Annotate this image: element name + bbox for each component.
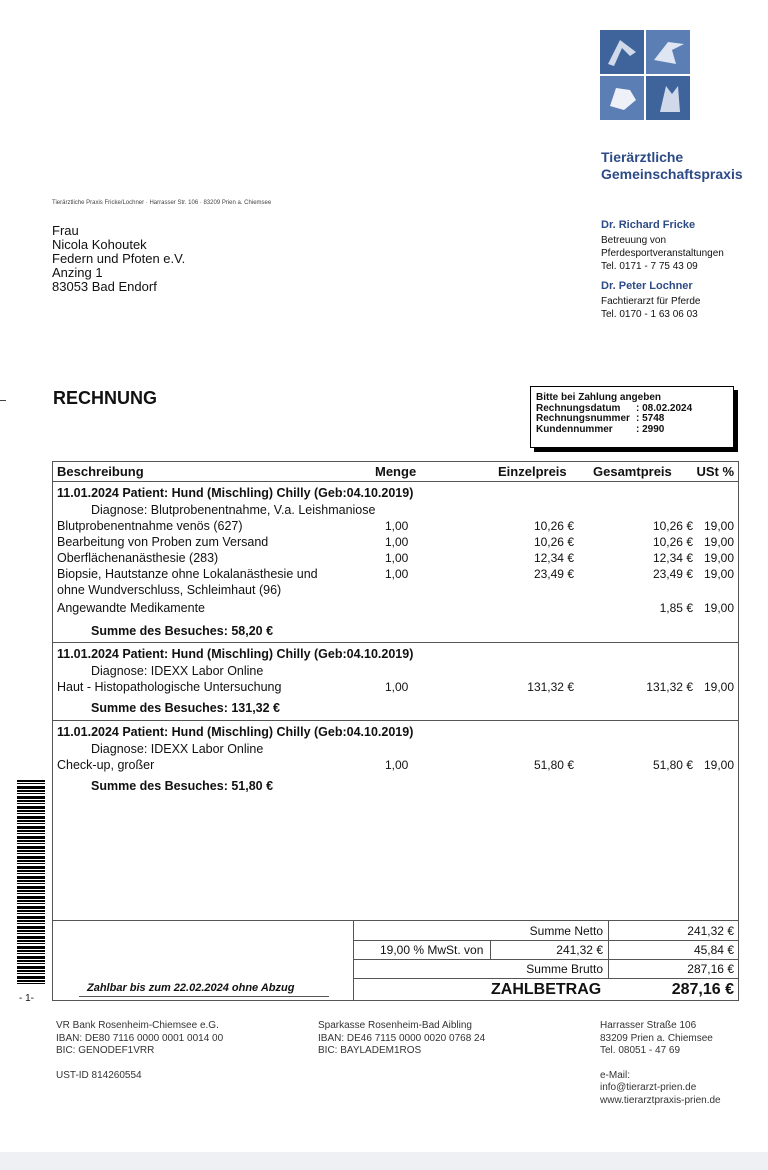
vat-base-value: 241,32 €	[556, 943, 603, 957]
footer-phone: Tel. 08051 - 47 69	[600, 1045, 681, 1056]
bank-iban: IBAN: DE80 7116 0000 0001 0014 00	[56, 1032, 224, 1044]
col-header-total-price: Gesamtpreis	[593, 464, 672, 479]
item-quantity: 1,00	[385, 758, 409, 772]
bank-name: VR Bank Rosenheim-Chiemsee e.G.	[56, 1020, 219, 1031]
item-unit-price: 12,34 €	[533, 551, 574, 565]
practice-name-line1: Tierärztliche	[601, 149, 684, 165]
practice-name-line2: Gemeinschaftspraxis	[601, 166, 743, 182]
gross-total-label: Summe Brutto	[526, 962, 603, 976]
website-link[interactable]: www.tierarztpraxis-prien.de	[600, 1094, 721, 1106]
totals-vertical-rule	[608, 921, 609, 978]
item-description: Biopsie, Hautstanze ohne Lokalanästhesie und	[57, 567, 318, 581]
section-divider	[53, 720, 738, 721]
fold-mark	[0, 400, 6, 401]
totals-rule	[353, 940, 738, 941]
item-quantity: 1,00	[385, 519, 409, 533]
amount-due-label: ZAHLBETRAG	[491, 981, 602, 998]
payment-reference-box	[530, 386, 734, 448]
due-underline	[79, 996, 329, 997]
item-description-continued: ohne Wundverschluss, Schleimhaut (96)	[57, 583, 282, 597]
recipient-street: Anzing 1	[52, 265, 103, 280]
vet-contacts	[601, 219, 724, 321]
section-divider	[53, 642, 738, 643]
logo-tile-dog-icon	[600, 76, 644, 120]
col-header-quantity: Menge	[375, 464, 417, 479]
item-description: Blutprobenentnahme venös (627)	[57, 519, 243, 533]
vet-info-line: Fachtierarzt für Pferde	[601, 296, 701, 307]
item-total-price: 10,26 €	[652, 535, 693, 549]
totals-block	[53, 920, 738, 1001]
net-total-value: 241,32 €	[687, 924, 734, 938]
pay-hint: Bitte bei Zahlung angeben	[536, 392, 662, 403]
visit-sum: Summe des Besuches: 58,20 €	[91, 624, 274, 638]
item-quantity: 1,00	[385, 680, 409, 694]
item-quantity: 1,00	[385, 551, 409, 565]
visit-title: 11.01.2024 Patient: Hund (Mischling) Chilly (Geb:04.10.2019)	[57, 647, 414, 661]
barcode	[17, 780, 45, 985]
item-total-price: 12,34 €	[652, 551, 693, 565]
recipient-salutation: Frau	[52, 223, 79, 238]
item-unit-price: 51,80 €	[533, 758, 574, 772]
customer-number-value: : 2990	[636, 423, 665, 435]
footer-street: Harrasser Straße 106	[600, 1020, 697, 1031]
bank-bic: BIC: BAYLADEM1ROS	[318, 1045, 422, 1056]
bank-bic: BIC: GENODEF1VRR	[56, 1045, 155, 1056]
vet-phone: Tel. 0171 - 7 75 43 09	[601, 261, 698, 272]
item-total-price: 1,85 €	[659, 601, 693, 615]
visit-section	[53, 645, 738, 721]
gross-total-value: 287,16 €	[687, 962, 734, 976]
bottom-bar	[0, 1152, 768, 1170]
net-total-label: Summe Netto	[529, 924, 603, 938]
logo-tile-bird-icon	[646, 30, 690, 74]
item-total-price: 131,32 €	[646, 680, 693, 694]
visit-title: 11.01.2024 Patient: Hund (Mischling) Chilly (Geb:04.10.2019)	[57, 486, 414, 500]
page-number: - 1-	[19, 993, 34, 1004]
footer-bank-sparkasse	[318, 1020, 485, 1058]
footer-address	[600, 1020, 721, 1107]
visit-diagnosis: Diagnose: IDEXX Labor Online	[91, 742, 264, 756]
recipient-name: Nicola Kohoutek	[52, 237, 147, 252]
email-label: e-Mail:	[600, 1069, 631, 1081]
bank-iban: IBAN: DE46 7115 0000 0020 0768 24	[318, 1032, 486, 1044]
item-vat: 19,00	[703, 601, 734, 615]
visit-diagnosis: Diagnose: Blutprobenentnahme, V.a. Leishmaniose	[91, 503, 376, 517]
logo-tile-horse-icon	[600, 30, 644, 74]
recipient-city: 83053 Bad Endorf	[52, 279, 157, 294]
item-description: Oberflächenanästhesie (283)	[57, 551, 219, 565]
item-vat: 19,00	[703, 551, 734, 565]
invoice-date-value: : 08.02.2024	[636, 402, 693, 414]
item-vat: 19,00	[703, 680, 734, 694]
item-unit-price: 23,49 €	[533, 567, 574, 581]
item-total-price: 23,49 €	[652, 567, 693, 581]
practice-name	[601, 149, 743, 183]
visit-sum: Summe des Besuches: 131,32 €	[91, 701, 280, 715]
vat-value: 45,84 €	[693, 943, 734, 957]
vet-name-fricke: Dr. Richard Fricke	[601, 219, 696, 231]
vet-phone: Tel. 0170 - 1 63 06 03	[601, 309, 698, 320]
invoice-number-value: : 5748	[636, 413, 665, 424]
amount-due-value: 287,16 €	[671, 981, 734, 998]
invoice-table	[52, 461, 739, 1001]
totals-rule	[353, 959, 738, 960]
item-total-price: 51,80 €	[652, 758, 693, 772]
email-link[interactable]: info@tierarzt-prien.de	[600, 1082, 697, 1093]
vat-label: 19,00 % MwSt. von	[380, 943, 484, 957]
item-unit-price: 10,26 €	[533, 535, 574, 549]
recipient-organisation: Federn und Pfoten e.V.	[52, 251, 186, 266]
item-vat: 19,00	[703, 535, 734, 549]
item-vat: 19,00	[703, 519, 734, 533]
visit-section	[53, 484, 738, 642]
item-quantity: 1,00	[385, 535, 409, 549]
logo-tile-cat-icon	[646, 76, 690, 120]
table-header	[53, 462, 738, 482]
vat-id: UST-ID 814260554	[56, 1069, 142, 1081]
visit-title: 11.01.2024 Patient: Hund (Mischling) Chilly (Geb:04.10.2019)	[57, 725, 414, 739]
practice-logo	[600, 30, 690, 120]
footer-bank-vr	[56, 1020, 223, 1082]
totals-rule	[353, 978, 738, 979]
vet-info-line: Betreuung von	[601, 235, 667, 246]
visit-section	[53, 723, 738, 803]
vet-info-line: Pferdesportveranstaltungen	[601, 248, 724, 259]
bank-name: Sparkasse Rosenheim-Bad Aibling	[318, 1020, 472, 1031]
item-vat: 19,00	[703, 758, 734, 772]
vet-name-lochner: Dr. Peter Lochner	[601, 280, 693, 292]
item-description: Angewandte Medikamente	[57, 601, 206, 615]
item-quantity: 1,00	[385, 567, 409, 581]
item-description: Check-up, großer	[57, 758, 155, 772]
invoice-date-label: Rechnungsdatum	[536, 402, 621, 414]
visit-sum: Summe des Besuches: 51,80 €	[91, 779, 274, 793]
recipient-address	[52, 224, 185, 294]
item-unit-price: 131,32 €	[527, 680, 574, 694]
item-unit-price: 10,26 €	[533, 519, 574, 533]
document-title: RECHNUNG	[53, 388, 158, 408]
item-total-price: 10,26 €	[652, 519, 693, 533]
item-description: Bearbeitung von Proben zum Versand	[57, 535, 269, 549]
col-header-vat: USt %	[696, 464, 734, 479]
totals-vertical-rule	[490, 940, 491, 959]
item-description: Haut - Histopathologische Untersuchung	[57, 680, 282, 694]
col-header-description: Beschreibung	[57, 464, 144, 479]
customer-number-label: Kundennummer	[536, 423, 613, 435]
totals-vertical-rule	[353, 921, 354, 1001]
footer-city: 83209 Prien a. Chiemsee	[600, 1032, 713, 1044]
sender-line: Tierärztliche Praxis Fricke/Lochner · Harrasser Str. 106 · 83209 Prien a. Chiemsee	[52, 200, 272, 206]
invoice-number-label: Rechnungsnummer	[536, 413, 630, 424]
col-header-unit-price: Einzelpreis	[498, 464, 567, 479]
item-vat: 19,00	[703, 567, 734, 581]
visit-diagnosis: Diagnose: IDEXX Labor Online	[91, 664, 264, 678]
payment-due-text: Zahlbar bis zum 22.02.2024 ohne Abzug	[87, 982, 295, 994]
